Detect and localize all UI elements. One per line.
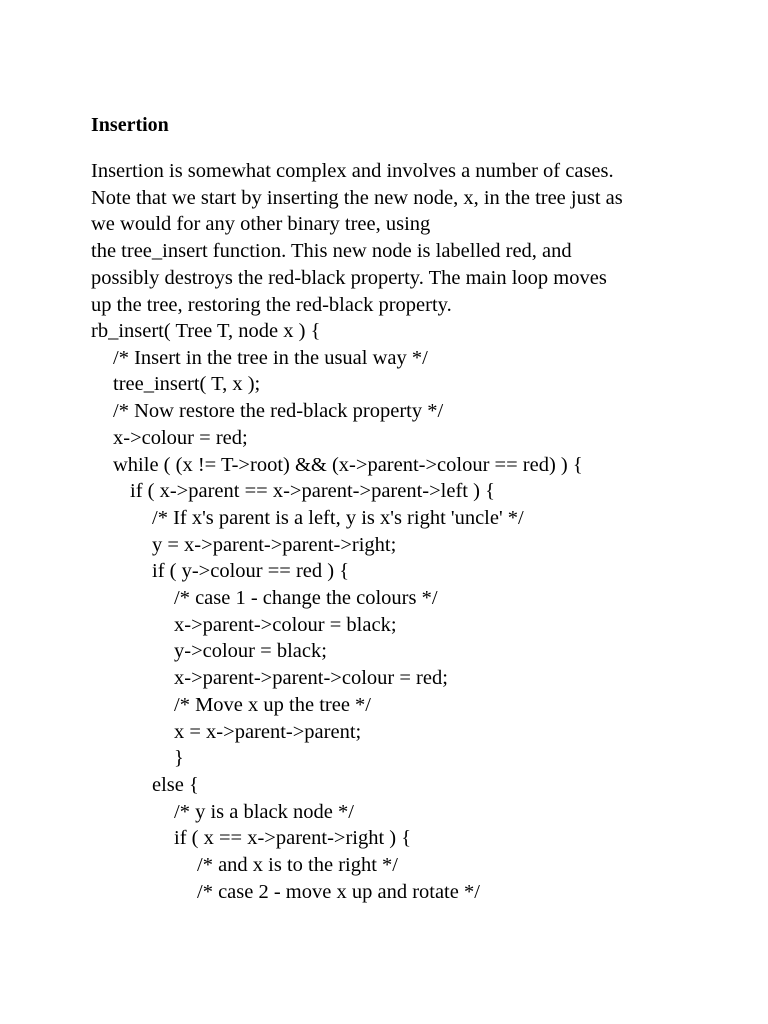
paragraph-line: possibly destroys the red-black property. The main loop moves: [91, 266, 607, 289]
paragraph-line: up the tree, restoring the red-black property.: [91, 293, 452, 316]
code-line: /* case 1 - change the colours */: [174, 587, 438, 610]
code-line: /* If x's parent is a left, y is x's right 'uncle' */: [152, 506, 524, 529]
code-line: x = x->parent->parent;: [174, 720, 362, 743]
code-line: /* and x is to the right */: [197, 854, 398, 877]
code-line: /* Now restore the red-black property */: [113, 400, 444, 423]
paragraph-line: Insertion is somewhat complex and involves a number of cases.: [91, 160, 614, 182]
code-line: /* y is a black node */: [174, 800, 354, 823]
code-line: if ( x->parent == x->parent->parent->left ) {: [130, 480, 495, 503]
code-line: }: [174, 747, 184, 770]
code-line: while ( (x != T->root) && (x->parent->colour == red) ) {: [113, 453, 583, 476]
intro-paragraph: [91, 158, 731, 318]
code-line: if ( x == x->parent->right ) {: [174, 827, 412, 850]
code-line: rb_insert( Tree T, node x ) {: [91, 320, 321, 342]
section-heading: Insertion: [91, 114, 169, 136]
code-line: /* Move x up the tree */: [174, 693, 371, 716]
paragraph-line: the tree_insert function. This new node is labelled red, and: [91, 240, 572, 263]
code-line: y->colour = black;: [174, 640, 327, 663]
paragraph-line: Note that we start by inserting the new node, x, in the tree just as: [91, 186, 623, 209]
code-line: x->parent->parent->colour = red;: [174, 667, 448, 690]
code-line: if ( y->colour == red ) {: [152, 560, 350, 583]
code-line: x->parent->colour = black;: [174, 613, 397, 636]
code-line: x->colour = red;: [113, 426, 248, 449]
code-line: /* case 2 - move x up and rotate */: [197, 880, 480, 903]
code-line: else {: [152, 773, 199, 796]
code-listing: [91, 318, 731, 905]
code-line: /* Insert in the tree in the usual way */: [113, 346, 428, 369]
code-line: y = x->parent->parent->right;: [152, 533, 397, 556]
paragraph-line: we would for any other binary tree, using: [91, 213, 431, 236]
code-line: tree_insert( T, x );: [113, 373, 261, 396]
